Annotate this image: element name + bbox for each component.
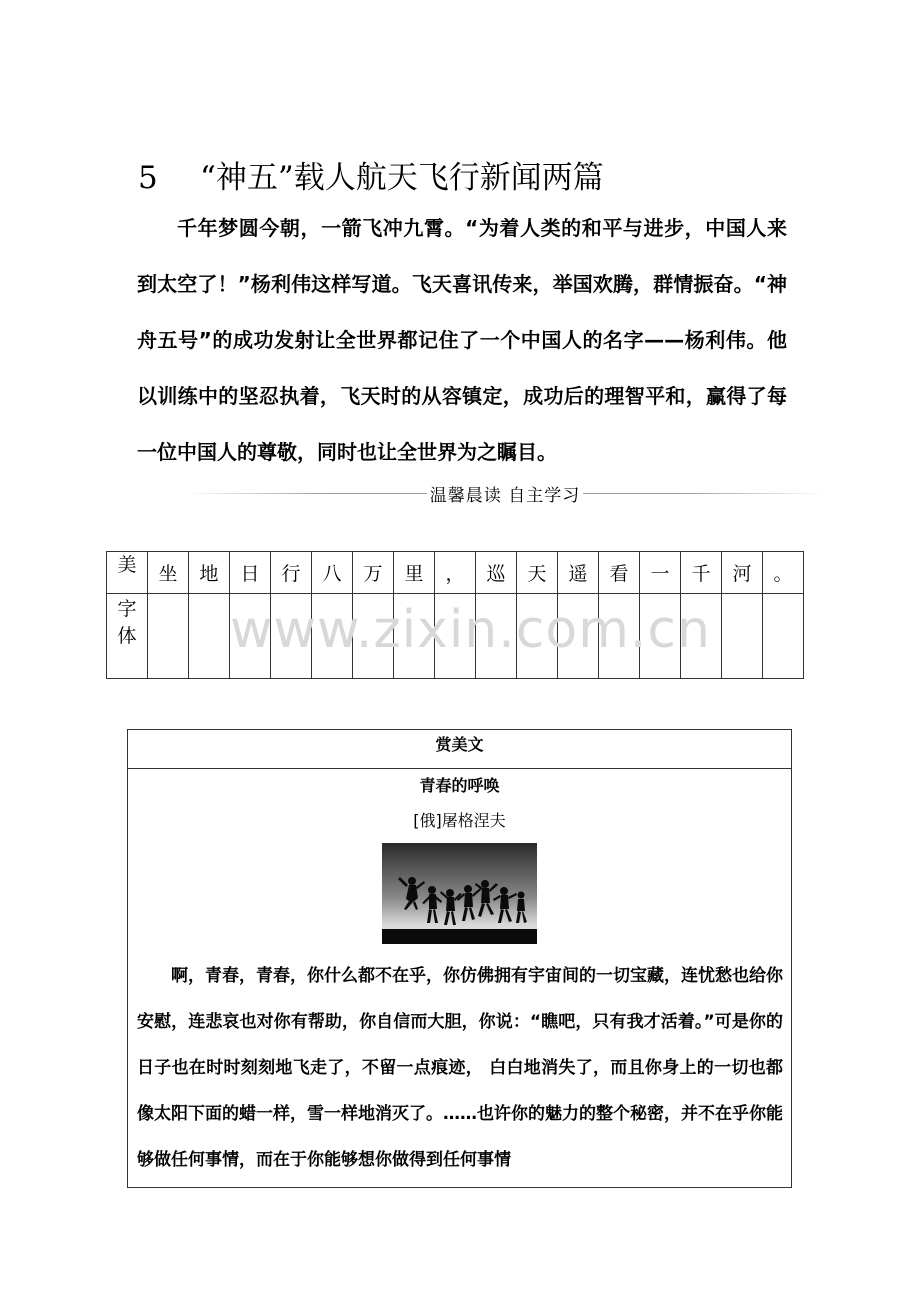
lesson-number: 5 — [138, 160, 158, 196]
lesson-title — [138, 158, 838, 198]
copy-char: 看 — [599, 552, 640, 594]
copy-table-header-rest — [107, 594, 148, 679]
practice-cell[interactable] — [599, 594, 640, 679]
copy-table-row-characters — [107, 552, 804, 594]
copy-char: 河 — [722, 552, 763, 594]
copy-char: 里 — [394, 552, 435, 594]
reading-section-label: 赏美文 — [128, 730, 791, 769]
copy-table-header-top: 美 — [107, 552, 148, 594]
practice-cell[interactable] — [435, 594, 476, 679]
copy-char: 坐 — [148, 552, 189, 594]
reading-box — [127, 729, 792, 1188]
practice-cell[interactable] — [189, 594, 230, 679]
copy-table-header-rest-text: 字体 — [117, 598, 137, 647]
essay-paragraph: 啊，青春，青春，你什么都不在乎，你仿佛拥有宇宙间的一切宝藏，连忧愁也给你安慰，连悲哀也对你有帮助，你自信而大胆，你说：“瞧吧，只有我才活着。”可是你的日子也在时时刻刻地飞走了，不留一点痕迹， 白白地消失了，而且你身上的一切也都像太阳下面的蜡一样，雪一样地消灭了。……也许你的魅力的整个秘密，并不在乎你能够做任何事情，而在于你能够想你做得到任何事情 — [137, 966, 783, 1170]
copy-char: 。 — [763, 552, 804, 594]
copy-char: 天 — [517, 552, 558, 594]
practice-cell[interactable] — [312, 594, 353, 679]
divider-line-right — [583, 493, 825, 494]
watermark: www.zixin.com.cn — [230, 600, 711, 660]
section-divider-label: 温馨晨读 自主学习 — [429, 485, 581, 506]
practice-cell[interactable] — [394, 594, 435, 679]
copy-char: 巡 — [476, 552, 517, 594]
copy-char: 千 — [681, 552, 722, 594]
practice-cell[interactable] — [353, 594, 394, 679]
copy-char: 遥 — [558, 552, 599, 594]
practice-cell[interactable] — [476, 594, 517, 679]
practice-cell[interactable] — [517, 594, 558, 679]
practice-cell[interactable] — [148, 594, 189, 679]
copy-char: 地 — [189, 552, 230, 594]
divider-line-left — [185, 493, 427, 494]
jumping-children-photo — [382, 843, 537, 944]
copy-char: ， — [435, 552, 476, 594]
essay-author: [俄]屠格涅夫 — [413, 811, 506, 830]
copy-char: 八 — [312, 552, 353, 594]
practice-cell[interactable] — [763, 594, 804, 679]
practice-cell[interactable] — [681, 594, 722, 679]
copy-char: 万 — [353, 552, 394, 594]
essay-body — [137, 953, 783, 1183]
intro-text: 千年梦圆今朝，一箭飞冲九霄。“为着人类的和平与进步，中国人来到太空了！”杨利伟这样写道。飞天喜讯传来，举国欢腾，群情振奋。“神舟五号”的成功发射让全世界都记住了一个中国人的名字——杨利伟。他以训练中的坚忍执着，飞天时的从容镇定，成功后的理智平和，赢得了每一位中国人的尊敬，同时也让全世界为之瞩目。 — [137, 216, 787, 464]
section-divider — [185, 480, 825, 506]
essay-title: 青春的呼唤 — [419, 776, 500, 795]
lesson-title-text: “神五”载人航天飞行新闻两篇 — [200, 160, 604, 196]
intro-paragraph — [137, 200, 787, 480]
practice-cell[interactable] — [558, 594, 599, 679]
copy-practice-table — [106, 551, 804, 679]
copy-char: 日 — [230, 552, 271, 594]
copy-char: 行 — [271, 552, 312, 594]
practice-cell[interactable] — [722, 594, 763, 679]
practice-cell[interactable] — [230, 594, 271, 679]
copy-table-row-practice — [107, 594, 804, 679]
copy-char: 一 — [640, 552, 681, 594]
practice-cell[interactable] — [640, 594, 681, 679]
practice-cell[interactable] — [271, 594, 312, 679]
